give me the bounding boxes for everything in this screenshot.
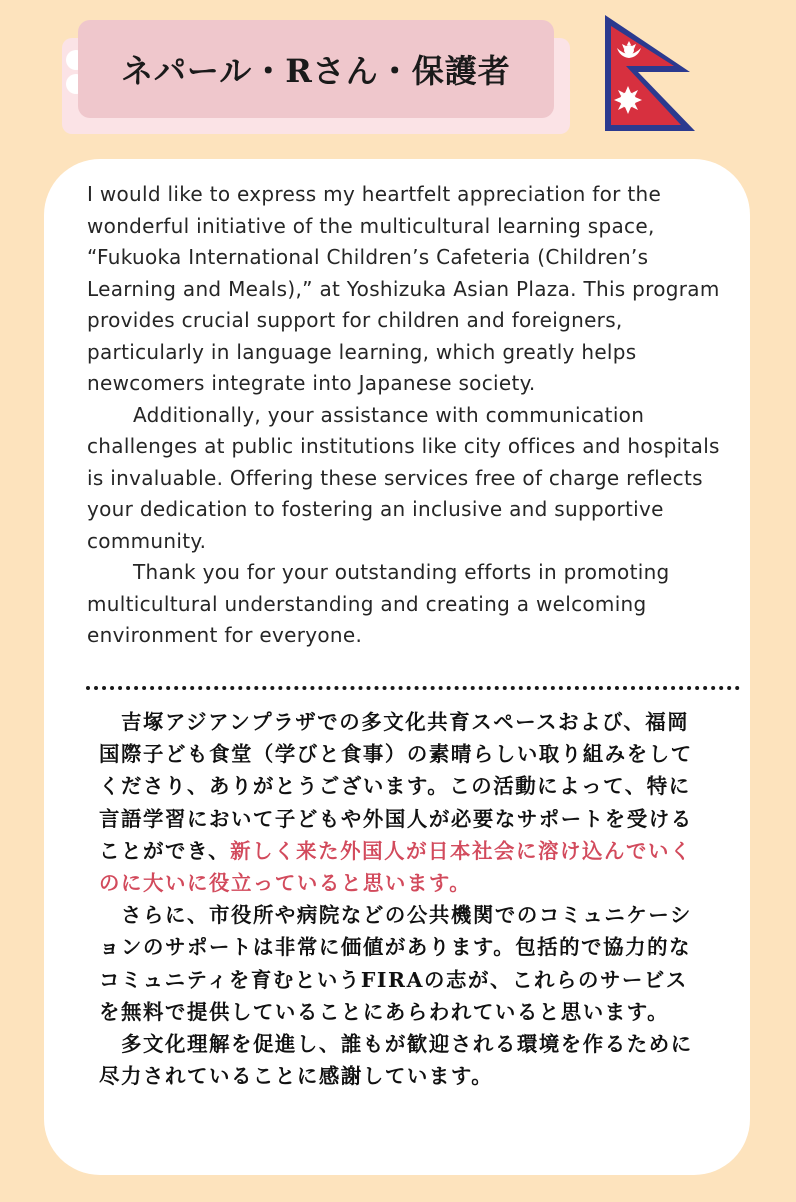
dotted-divider (86, 686, 740, 690)
english-message (87, 179, 723, 652)
japanese-text: 吉塚アジアンプラザでの多文化共育スペースおよび、福岡国際子ども食堂（学びと食事）の素晴らしい取り組みをしてくださり、ありがとうございます。この活動によって、特に言語学習において子どもや外国人が必要なサポートを受けることができ、 (99, 710, 693, 863)
japanese-message (99, 706, 699, 1092)
highlighted-text: 新しく来た外国人が日本社会に溶け込んでいくのに大いに役立っていると思います。 (99, 838, 692, 896)
title-banner (78, 20, 554, 118)
nepal-flag-icon (602, 12, 698, 134)
japanese-paragraph (99, 706, 699, 899)
english-paragraph: Thank you for your outstanding efforts in promoting multicultural understanding and creating a welcoming environment for everyone. (87, 560, 670, 647)
japanese-paragraph: さらに、市役所や病院などの公共機関でのコミュニケーションのサポートは非常に価値があります。包括的で協力的なコミュニティを育むというFIRAの志が、これらのサービスを無料で提供していることにあらわれていると思います。 (99, 903, 692, 1024)
page-title: ネパール・Rさん・保護者 (121, 52, 511, 90)
english-paragraph: I would like to express my heartfelt appreciation for the wonderful initiative of the multicultural learning space, “Fukuoka International Children’s Cafeteria (Children’s Learning and Meals),” at Yoshizuka Asian Plaza. This program provides crucial support for children and foreigners, particularly in language learning, which greatly helps newcomers integrate into Japanese society. (87, 182, 720, 395)
japanese-paragraph: 多文化理解を促進し、誰もが歓迎される環境を作るために尽力されていることに感謝しています。 (99, 1032, 693, 1089)
english-paragraph: Additionally, your assistance with communication challenges at public institutions like city offices and hospitals is invaluable. Offering these services free of charge reflects your dedication to fostering an inclusive and supportive community. (87, 402, 720, 553)
